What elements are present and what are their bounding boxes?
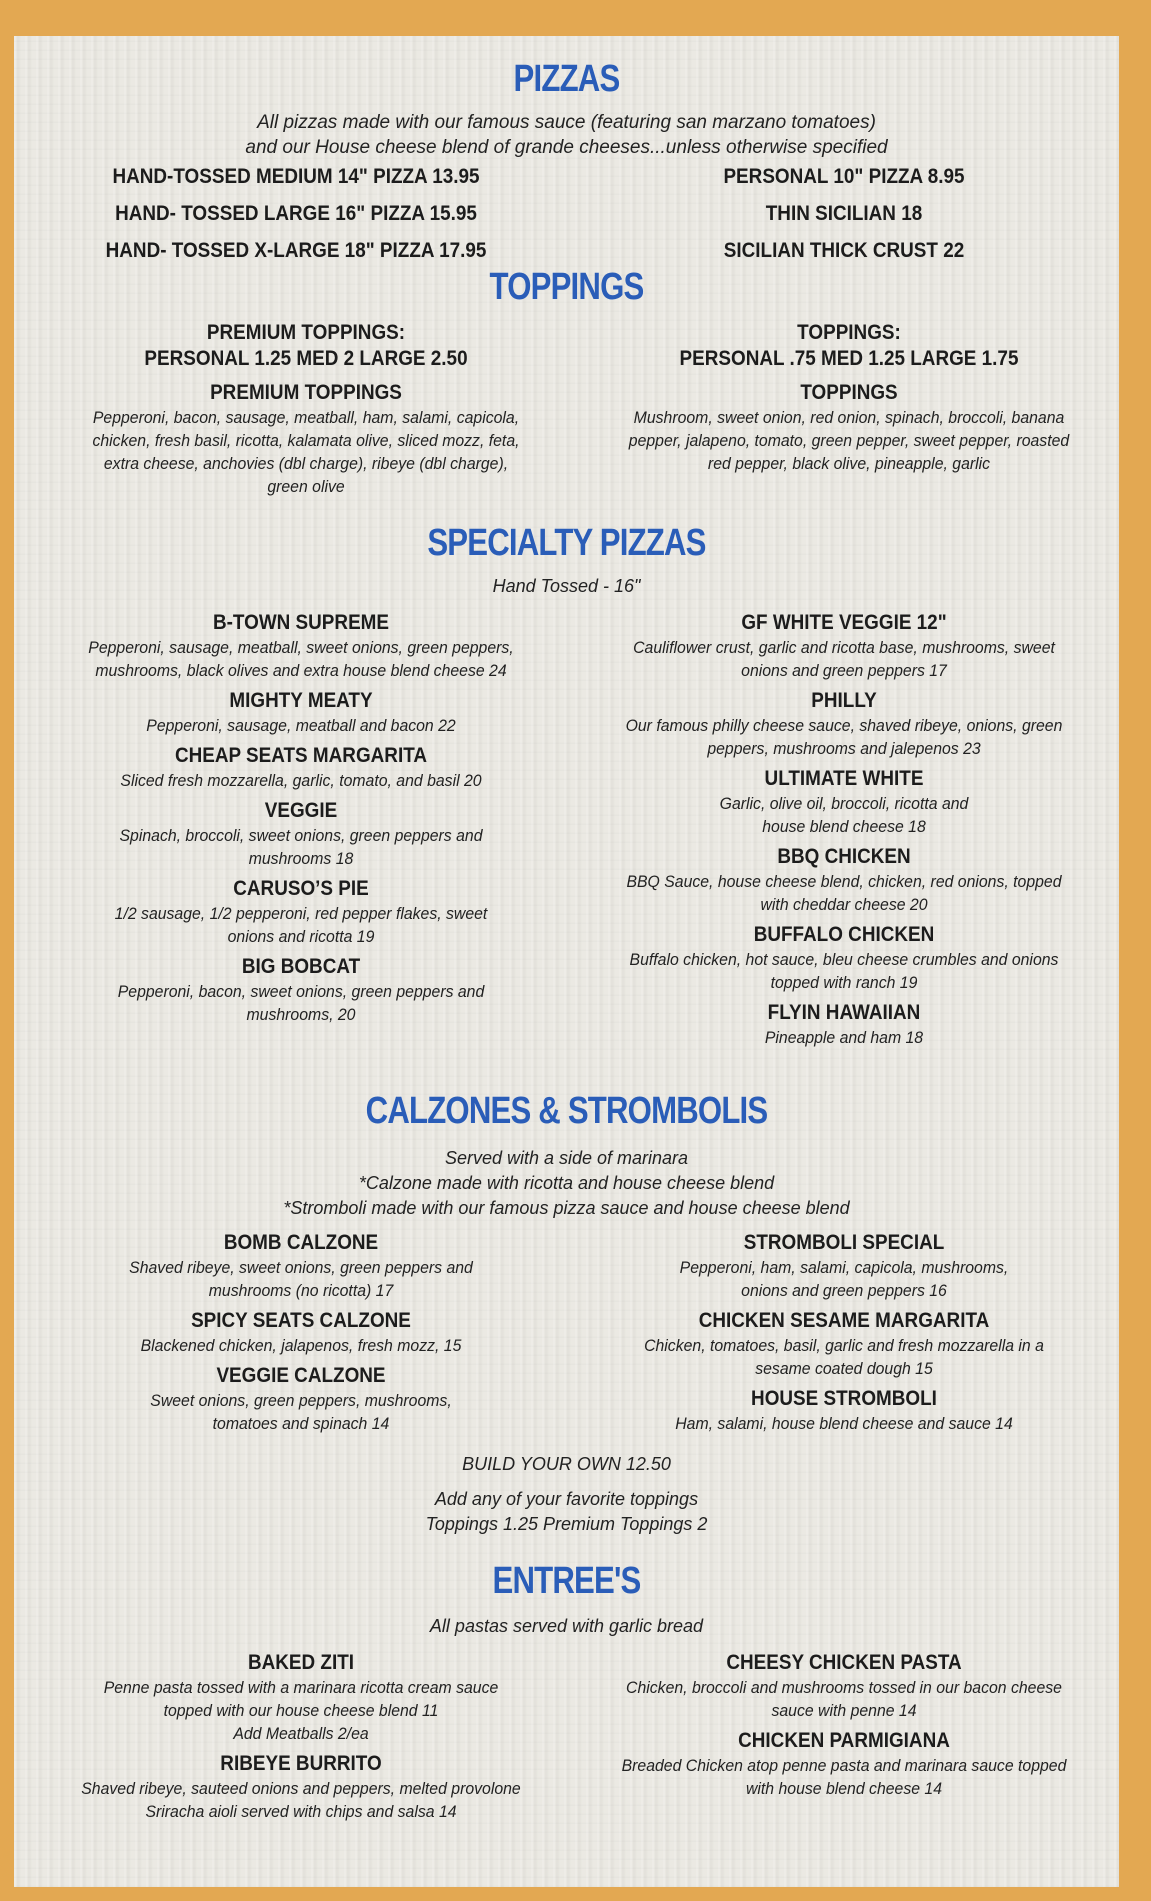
menu-item: [66, 954, 536, 1026]
item-name: CHICKEN SESAME MARGARITA: [698, 1309, 990, 1332]
item-desc: Pepperoni, bacon, sweet onions, green peppers and mushrooms, 20: [117, 982, 485, 1024]
menu-item: [66, 688, 536, 737]
item-name: GF WHITE VEGGIE 12": [741, 611, 947, 634]
regular-toppings-desc: Mushroom, sweet onion, red onion, spinach, broccoli, banana pepper, jalapeno, tomato, green pepper, sweet pepper, roasted red pepper, black olive, pineapple, garlic: [628, 408, 1070, 473]
item-desc: Pepperoni, sausage, meatball, sweet onions, green peppers, mushrooms, black olives and extra house blend cheese 24: [88, 638, 514, 680]
item-desc: Sweet onions, green peppers, mushrooms, tomatoes and spinach 14: [150, 1391, 452, 1433]
calzones-subtitle-3: *Stromboli made with our famous pizza sauce and house cheese blend: [283, 1198, 850, 1218]
regular-toppings-prices: PERSONAL .75 MED 1.25 LARGE 1.75: [679, 347, 1019, 370]
item-name: FLYIN HAWAIIAN: [767, 1001, 921, 1024]
item-name: STROMBOLI SPECIAL: [743, 1231, 945, 1254]
calzones-left-column: [66, 1230, 536, 1435]
item-name: BUFFALO CHICKEN: [753, 923, 935, 946]
item-name: VEGGIE CALZONE: [216, 1364, 386, 1387]
menu-item: [604, 610, 1084, 682]
pizza-thin-sicilian: THIN SICILIAN 18: [765, 202, 923, 225]
entrees-subtitle: All pastas served with garlic bread: [429, 1616, 704, 1636]
item-name: ULTIMATE WHITE: [764, 767, 924, 790]
calzones-right-column: [604, 1230, 1084, 1435]
pizza-size-medium: HAND-TOSSED MEDIUM 14" PIZZA 13.95: [112, 165, 480, 188]
item-name: VEGGIE: [264, 799, 338, 822]
pizzas-subtitle-1: All pizzas made with our famous sauce (featuring san marzano tomatoes): [257, 112, 876, 133]
regular-toppings-name: TOPPINGS: [800, 381, 898, 404]
item-extra: Add Meatballs 2/ea: [233, 1724, 369, 1743]
menu-item: [56, 1650, 546, 1745]
item-desc: Pineapple and ham 18: [764, 1028, 924, 1047]
menu-item: [604, 1650, 1084, 1722]
menu-item: [604, 1308, 1084, 1380]
item-name: BAKED ZITI: [247, 1651, 355, 1674]
entrees-left-column: [56, 1650, 546, 1823]
item-name: RIBEYE BURRITO: [220, 1752, 382, 1775]
menu-item: [66, 798, 536, 870]
build-your-own-desc: Add any of your favorite toppings: [434, 1489, 699, 1509]
item-desc: Shaved ribeye, sweet onions, green peppers and mushrooms (no ricotta) 17: [129, 1258, 473, 1300]
premium-toppings-name: PREMIUM TOPPINGS: [210, 381, 402, 404]
item-desc: Buffalo chicken, hot sauce, bleu cheese crumbles and onions topped with ranch 19: [629, 950, 1059, 992]
regular-toppings-column: [599, 320, 1099, 475]
item-name: CHEAP SEATS MARGARITA: [174, 744, 427, 767]
pizza-sicilian-thick: SICILIAN THICK CRUST 22: [723, 239, 965, 262]
pizzas-title: PIZZAS: [513, 58, 620, 100]
menu-item: [604, 688, 1084, 760]
item-desc: Pepperoni, ham, salami, capicola, mushrooms, onions and green peppers 16: [679, 1258, 1009, 1300]
calzones-title: CALZONES & STROMBOLIS: [365, 1090, 768, 1132]
menu-item: [66, 1230, 536, 1302]
item-name: BOMB CALZONE: [223, 1231, 379, 1254]
item-name: CARUSO’S PIE: [233, 877, 369, 900]
specialty-right-column: [604, 610, 1084, 1049]
item-desc: Our famous philly cheese sauce, shaved ribeye, onions, green peppers, mushrooms and jalepenos 23: [625, 716, 1063, 758]
menu-item: [56, 1751, 546, 1823]
menu-item: [604, 1386, 1084, 1435]
pizza-size-large: HAND- TOSSED LARGE 16" PIZZA 15.95: [115, 202, 477, 225]
pizza-size-xlarge: HAND- TOSSED X-LARGE 18" PIZZA 17.95: [105, 239, 487, 262]
premium-toppings-column: [56, 320, 556, 498]
item-name: PHILLY: [811, 689, 877, 712]
item-desc: Penne pasta tossed with a marinara ricotta cream sauce topped with our house cheese blend 11: [103, 1678, 499, 1720]
item-desc: Chicken, broccoli and mushrooms tossed in our bacon cheese sauce with penne 14: [626, 1678, 1062, 1720]
premium-toppings-header: PREMIUM TOPPINGS:: [206, 321, 406, 344]
item-name: BBQ CHICKEN: [777, 845, 911, 868]
menu-item: [604, 1230, 1084, 1302]
item-desc: BBQ Sauce, house cheese blend, chicken, red onions, topped with cheddar cheese 20: [626, 872, 1062, 914]
menu-page: [14, 36, 1119, 1887]
premium-toppings-prices: PERSONAL 1.25 MED 2 LARGE 2.50: [144, 347, 468, 370]
menu-item: [604, 844, 1084, 916]
specialty-subtitle: Hand Tossed - 16": [492, 576, 641, 596]
entrees-title: ENTREE'S: [492, 1560, 641, 1602]
menu-item: [66, 1363, 536, 1435]
item-name: B-TOWN SUPREME: [212, 611, 390, 634]
specialty-title: SPECIALTY PIZZAS: [427, 522, 706, 564]
menu-item: [604, 1728, 1084, 1800]
entrees-right-column: [604, 1650, 1084, 1800]
item-name: BIG BOBCAT: [241, 955, 361, 978]
toppings-title: TOPPINGS: [489, 266, 644, 308]
calzones-subtitle-1: Served with a side of marinara: [444, 1148, 689, 1168]
item-desc: Breaded Chicken atop penne pasta and marinara sauce topped with house blend cheese 14: [621, 1756, 1067, 1798]
item-desc: Garlic, olive oil, broccoli, ricotta and house blend cheese 18: [719, 794, 969, 836]
premium-toppings-desc: Pepperoni, bacon, sausage, meatball, ham, salami, capicola, chicken, fresh basil, ricotta, kalamata olive, sliced mozz, feta, extra cheese, anchovies (dbl charge), ribeye (dbl charge), green olive: [92, 408, 520, 496]
menu-item: [604, 1000, 1084, 1049]
item-desc: Cauliflower crust, garlic and ricotta base, mushrooms, sweet onions and green peppers 17: [633, 638, 1055, 680]
specialty-left-column: [66, 610, 536, 1026]
calzones-subtitle-2: *Calzone made with ricotta and house cheese blend: [358, 1173, 775, 1193]
menu-item: [66, 743, 536, 792]
item-desc: Blackened chicken, jalapenos, fresh mozz, 15: [140, 1336, 462, 1355]
item-name: MIGHTY MEATY: [229, 689, 373, 712]
pizzas-subtitle-2: and our House cheese blend of grande cheeses...unless otherwise specified: [245, 137, 888, 158]
build-your-own-prices: Toppings 1.25 Premium Toppings 2: [425, 1514, 708, 1534]
item-desc: Shaved ribeye, sauteed onions and peppers, melted provolone Sriracha aioli served with chips and salsa 14: [81, 1779, 521, 1821]
item-name: SPICY SEATS CALZONE: [191, 1309, 411, 1332]
menu-item: [66, 1308, 536, 1357]
regular-toppings-header: TOPPINGS:: [797, 321, 901, 344]
item-desc: Chicken, tomatoes, basil, garlic and fresh mozzarella in a sesame coated dough 15: [644, 1336, 1044, 1378]
item-desc: Pepperoni, sausage, meatball and bacon 22: [146, 716, 456, 735]
menu-item: [66, 610, 536, 682]
build-your-own: BUILD YOUR OWN 12.50: [462, 1454, 671, 1474]
item-desc: Ham, salami, house blend cheese and sauce 14: [675, 1414, 1013, 1433]
item-desc: Sliced fresh mozzarella, garlic, tomato, and basil 20: [120, 771, 482, 790]
item-name: CHICKEN PARMIGIANA: [738, 1729, 950, 1752]
item-name: HOUSE STROMBOLI: [751, 1387, 937, 1410]
item-desc: 1/2 sausage, 1/2 pepperoni, red pepper flakes, sweet onions and ricotta 19: [114, 904, 488, 946]
menu-item: [604, 922, 1084, 994]
item-desc: Spinach, broccoli, sweet onions, green peppers and mushrooms 18: [119, 826, 483, 868]
menu-item: [66, 876, 536, 948]
menu-item: [604, 766, 1084, 838]
item-name: CHEESY CHICKEN PASTA: [726, 1651, 962, 1674]
pizza-size-personal: PERSONAL 10" PIZZA 8.95: [723, 165, 965, 188]
